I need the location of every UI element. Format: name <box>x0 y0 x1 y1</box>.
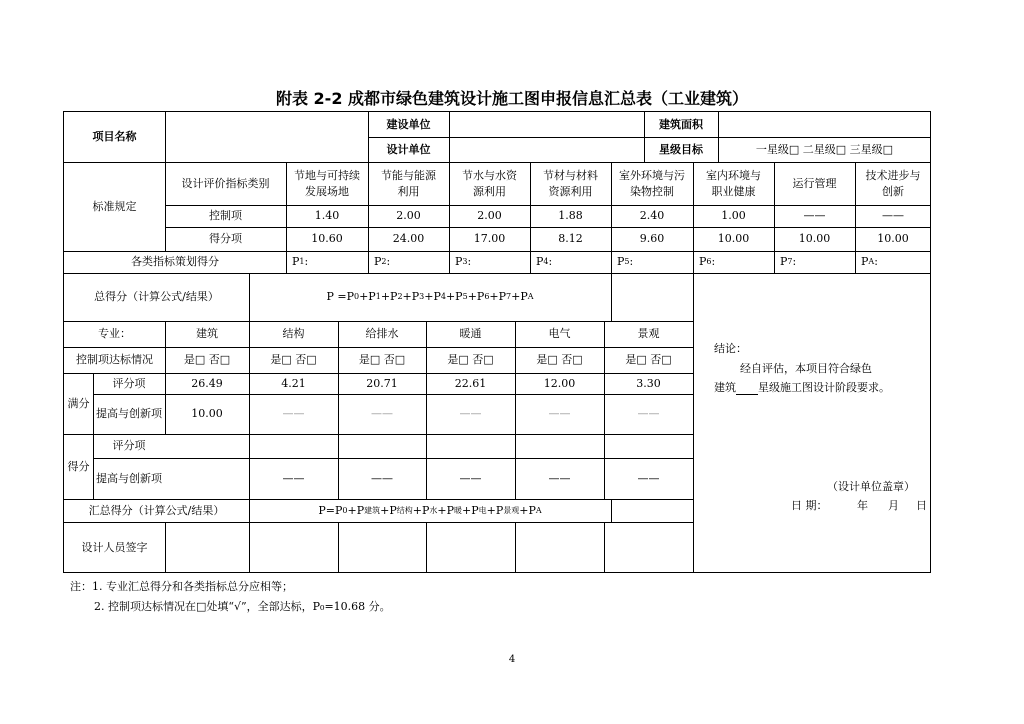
got-eval-value[interactable] <box>604 434 693 458</box>
got-eval-label: 评分项 <box>112 439 146 453</box>
discipline-name: 给排水 <box>365 327 399 341</box>
score-value: 10.00 <box>798 232 831 246</box>
formula-text: P=P <box>318 503 343 517</box>
control-value: 2.40 <box>639 209 665 223</box>
formula-subscript: A <box>527 292 534 302</box>
full-eval-value: 26.49 <box>191 376 223 390</box>
full-eval-label: 评分项 <box>112 376 146 390</box>
total-score-label: 总得分（计算公式/结果） <box>94 290 219 304</box>
plan-p: P <box>861 255 869 269</box>
plan-colon: : <box>548 255 553 269</box>
standard-label: 标准规定 <box>92 199 137 213</box>
formula-text: +P <box>380 290 398 304</box>
formula-text: +P <box>424 290 441 304</box>
control-value: 1.88 <box>558 209 583 223</box>
formula-subscript: 0 <box>354 292 360 302</box>
plan-score-cell[interactable] <box>455 251 530 273</box>
plan-sub: 7 <box>787 257 793 267</box>
score-value: 17.00 <box>473 232 506 246</box>
star-target-label: 星级目标 <box>659 142 703 156</box>
note-line-1: 注：1. 专业汇总得分和各类指标总分应相等； <box>70 580 293 593</box>
control-value: 1.40 <box>314 209 340 223</box>
formula-text: +P <box>486 503 504 517</box>
building-area-label: 建筑面积 <box>659 117 703 131</box>
signature-field[interactable] <box>426 522 515 573</box>
formula-subscript: 建筑 <box>364 505 381 515</box>
control-item-label: 控制项 <box>209 209 242 223</box>
got-eval-value[interactable] <box>426 434 515 458</box>
control-value: 2.00 <box>396 209 421 223</box>
control-check-value[interactable]: 是□ 否□ <box>270 353 317 367</box>
control-check-value[interactable]: 是□ 否□ <box>447 353 494 367</box>
full-eval-value: 22.61 <box>454 376 487 390</box>
formula-text: +P <box>489 290 507 304</box>
plan-score-label: 各类指标策划得分 <box>131 255 219 269</box>
signature-field[interactable] <box>249 522 338 573</box>
plan-p: P <box>292 255 300 269</box>
formula-text: +P <box>402 290 420 304</box>
formula-subscript: 6 <box>484 292 490 302</box>
design-unit-field[interactable] <box>449 137 644 162</box>
formula-subscript: 暖 <box>453 505 462 515</box>
build-unit-label: 建设单位 <box>386 117 431 131</box>
control-value: —— <box>803 209 826 223</box>
plan-score-cell[interactable] <box>861 251 931 273</box>
summary-table <box>63 111 931 573</box>
control-check-label: 控制项达标情况 <box>76 353 153 367</box>
project-name-field[interactable] <box>165 112 368 162</box>
formula-text: +P <box>511 290 528 304</box>
plan-sub: 1 <box>299 257 305 267</box>
signature-field[interactable] <box>604 522 693 573</box>
full-innov-value: —— <box>282 407 305 421</box>
formula-subscript: 3 <box>419 292 425 302</box>
plan-sub: 2 <box>381 257 387 267</box>
discipline-name: 暖通 <box>459 327 482 341</box>
formula-text: +P <box>445 290 463 304</box>
control-check-value[interactable]: 是□ 否□ <box>358 353 406 367</box>
date-label: 日 期： <box>791 499 828 513</box>
got-innov-value[interactable] <box>165 458 249 499</box>
category-header: 节材与材料资源利用 <box>543 168 598 198</box>
plan-score-cell[interactable] <box>536 251 611 273</box>
control-value: —— <box>882 209 904 223</box>
plan-sub: 5 <box>624 257 630 267</box>
document-title: 附表 2-2 成都市绿色建筑设计施工图申报信息汇总表（工业建筑） <box>275 89 749 108</box>
full-eval-value: 4.21 <box>281 376 306 390</box>
plan-colon: : <box>874 255 878 269</box>
formula-text: +P <box>412 503 430 517</box>
got-eval-value[interactable] <box>249 434 338 458</box>
formula-subscript: 结构 <box>396 505 413 515</box>
score-value: 24.00 <box>392 232 425 246</box>
full-innov-value: —— <box>637 407 660 421</box>
formula-subscript: A <box>535 505 542 515</box>
conclusion-line1: 经自评估，本项目符合绿色 <box>740 362 872 376</box>
summary-formula <box>249 499 611 522</box>
star-level-blank[interactable] <box>736 382 758 395</box>
got-eval-value[interactable] <box>165 434 249 458</box>
total-formula <box>249 273 611 321</box>
got-innov-value: —— <box>371 471 393 485</box>
plan-p: P <box>780 255 788 269</box>
formula-text: +P <box>519 503 536 517</box>
control-check-value[interactable]: 是□ 否□ <box>536 353 583 367</box>
plan-score-cell[interactable] <box>292 251 368 273</box>
formula-subscript: 1 <box>375 292 381 302</box>
category-header: 技术进步与创新 <box>865 168 921 198</box>
date-year: 年 <box>857 499 868 513</box>
score-value: 10.00 <box>717 232 750 246</box>
plan-colon: : <box>386 255 391 269</box>
got-eval-value[interactable] <box>515 434 604 458</box>
note-line-2: 2. 控制项达标情况在□处填“√”，全部达标，P₀=10.68 分。 <box>94 600 391 613</box>
full-eval-value: 3.30 <box>636 376 661 390</box>
formula-text: +P <box>461 503 479 517</box>
formula-subscript: 电 <box>478 505 487 515</box>
building-area-field[interactable] <box>718 112 931 137</box>
got-innov-value: —— <box>282 471 305 485</box>
discipline-label: 专业： <box>98 327 131 341</box>
plan-colon: : <box>467 255 472 269</box>
signature-field[interactable] <box>515 522 604 573</box>
formula-text: P =P <box>326 290 354 304</box>
conclusion-line2-prefix: 建筑 <box>714 381 736 395</box>
control-value: 1.00 <box>721 209 746 223</box>
formula-text: +P <box>380 503 397 517</box>
category-header: 节水与水资源利用 <box>462 168 517 198</box>
conclusion-line2 <box>714 379 890 397</box>
control-check-value[interactable]: 是□ 否□ <box>183 353 231 367</box>
discipline-name: 电气 <box>548 327 571 341</box>
category-header: 运行管理 <box>792 176 837 190</box>
score-value: 8.12 <box>558 232 583 246</box>
formula-subscript: 2 <box>397 292 403 302</box>
category-header: 室外环境与污染物控制 <box>619 168 685 198</box>
formula-text: +P <box>359 290 376 304</box>
full-eval-value: 20.71 <box>366 376 398 390</box>
plan-score-cell[interactable] <box>374 251 449 273</box>
plan-score-cell[interactable] <box>617 251 693 273</box>
design-unit-label: 设计单位 <box>386 142 431 156</box>
plan-colon: : <box>792 255 797 269</box>
formula-subscript: 景观 <box>503 505 520 515</box>
plan-score-cell[interactable] <box>780 251 855 273</box>
plan-sub: A <box>868 257 875 267</box>
plan-p: P <box>617 255 625 269</box>
signature-field[interactable] <box>338 522 426 573</box>
category-header: 节能与能源利用 <box>381 168 436 198</box>
plan-sub: 3 <box>462 257 468 267</box>
plan-p: P <box>455 255 463 269</box>
date-month: 月 <box>888 499 899 513</box>
build-unit-field[interactable] <box>449 112 644 137</box>
discipline-name: 建筑 <box>196 327 218 341</box>
got-innov-value: —— <box>459 471 482 485</box>
got-eval-value[interactable] <box>338 434 426 458</box>
formula-text: +P <box>437 503 454 517</box>
page-number: 4 <box>508 654 516 665</box>
plan-p: P <box>536 255 544 269</box>
category-header: 节地与可持续发展场地 <box>294 168 360 198</box>
plan-p: P <box>699 255 707 269</box>
got-innov-value: —— <box>548 471 571 485</box>
category-header: 室内环境与职业健康 <box>706 168 761 198</box>
seal-text: （设计单位盖章） <box>827 480 915 494</box>
got-innov-value: —— <box>637 471 660 485</box>
conclusion-title: 结论： <box>714 342 747 356</box>
plan-colon: : <box>629 255 634 269</box>
plan-p: P <box>374 255 382 269</box>
formula-subscript: 0 <box>342 505 348 515</box>
signature-field[interactable] <box>165 522 249 573</box>
plan-sub: 6 <box>706 257 712 267</box>
formula-subscript: 5 <box>462 292 468 302</box>
formula-subscript: 4 <box>440 292 446 302</box>
score-value: 10.00 <box>877 232 909 246</box>
full-score-label: 满分 <box>67 396 90 410</box>
full-innov-label: 提高与创新项 <box>96 407 162 421</box>
date-day: 日 <box>916 499 927 513</box>
score-value: 10.60 <box>311 232 343 246</box>
formula-subscript: 7 <box>506 292 512 302</box>
project-name-label: 项目名称 <box>92 130 137 144</box>
plan-colon: : <box>711 255 716 269</box>
formula-text: +P <box>467 290 485 304</box>
full-innov-value: —— <box>459 407 482 421</box>
full-innov-value: 10.00 <box>191 407 223 421</box>
conclusion-line2-suffix: 星级施工图设计阶段要求。 <box>758 381 890 395</box>
category-label: 设计评价指标类别 <box>181 176 270 190</box>
star-target-options[interactable]: 一星级□ 二星级□ 三星级□ <box>755 142 894 156</box>
formula-text: +P <box>347 503 365 517</box>
discipline-name: 景观 <box>637 327 660 341</box>
discipline-name: 结构 <box>282 327 305 341</box>
full-eval-value: 12.00 <box>543 376 576 390</box>
summary-score-label: 汇总得分（计算公式/结果） <box>88 503 225 517</box>
full-innov-value: —— <box>548 407 571 421</box>
got-innov-label: 提高与创新项 <box>96 471 162 485</box>
score-item-label: 得分项 <box>209 232 242 246</box>
plan-colon: : <box>304 255 309 269</box>
signature-label: 设计人员签字 <box>81 540 148 554</box>
plan-score-cell[interactable] <box>699 251 774 273</box>
control-value: 2.00 <box>477 209 502 223</box>
plan-sub: 4 <box>543 257 549 267</box>
full-innov-value: —— <box>371 407 393 421</box>
control-check-value[interactable]: 是□ 否□ <box>625 353 672 367</box>
score-value: 9.60 <box>639 232 665 246</box>
got-score-label: 得分 <box>67 459 90 473</box>
formula-subscript: 水 <box>429 505 438 515</box>
